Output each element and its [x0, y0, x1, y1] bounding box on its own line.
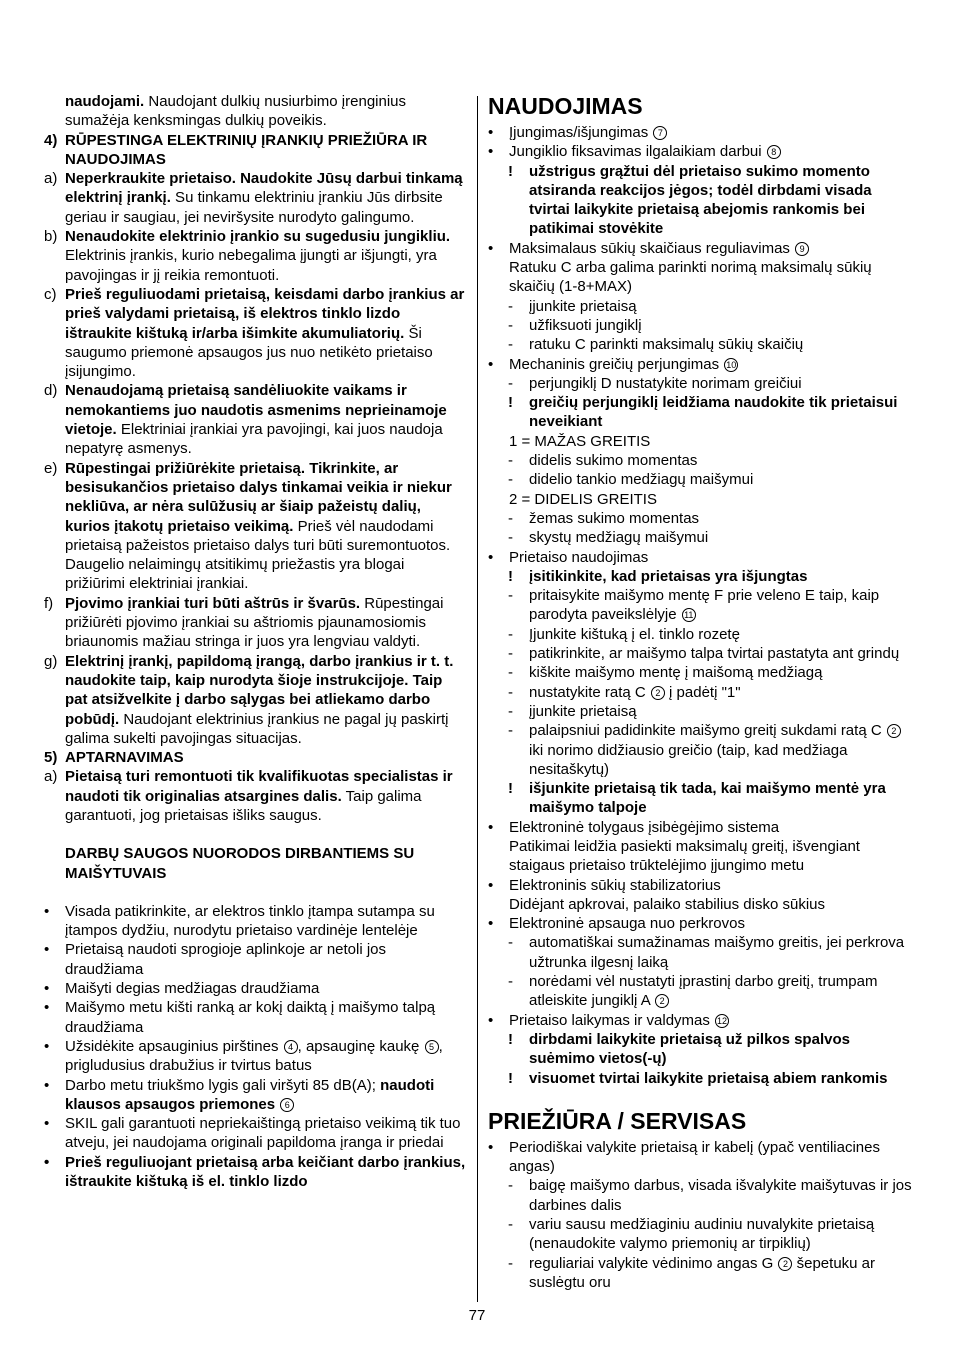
list-item: a) Neperkraukite prietaiso. Naudokite Jūsų darbui tinkamą elektrinį įrankį. Su tinkamu elektriniu įrankiu Jūs dirbsite geriau ir saugiau, jei neviršysite nurodyto galingumo. — [44, 170, 463, 226]
list-item: • Prietaisą naudoti sprogioje aplinkoje ar netoli jos draudžiama — [44, 941, 387, 978]
dash-item: - ratuku C parinkti maksimalų sūkių skaičių — [508, 336, 804, 354]
section-4-list — [44, 169, 468, 748]
ref-number-icon: 10 — [726, 359, 737, 370]
list-item: • Prietaiso naudojimas — [488, 548, 649, 566]
list-item: • Elektroninė tolygaus įsibėgėjimo sistema — [488, 818, 780, 836]
dash-item: - variu sausu medžiaginiu audiniu nuvalykite prietaisą (nenaudokite valymo priemonių ar tirpiklių) — [508, 1216, 875, 1253]
dash-item: - užfiksuoti jungiklį — [508, 316, 642, 334]
list-item: • SKIL gali garantuoti nepriekaištingą prietaiso veikimą tik tuo atveju, jei naudojama originali papildoma įranga ir priedai — [44, 1115, 461, 1152]
dash-item: - didelis sukimo momentas — [508, 452, 698, 470]
list-item: • Elektroninis sūkių stabilizatorius — [488, 876, 721, 894]
body-text: Didėjant apkrovai, palaiko stabilius disko sūkius — [509, 895, 825, 913]
body-text: Ratuku C arba galima parinkti norimą maksimalų sūkių skaičių (1-8+MAX) — [509, 259, 872, 296]
list-item: c) Prieš reguliuodami prietaisą, keisdami darbo įrankius ar prieš valydami prietaisą, iš elektros tinklo lizdo ištraukite kištuką ir/arba išimkite akumuliatorių. Ši saugumo priemonė apsaugos jus nuo netikėto prietaiso įsijungimo. — [44, 285, 465, 381]
dash-item: - patikrinkite, ar maišymo talpa tvirtai pastatyta ant grindų — [508, 645, 900, 663]
dash-item: - skystų medžiagų maišymui — [508, 529, 709, 547]
dash-item: - pritaisykite maišymo mentę F prie veleno E taip, kaip parodyta paveikslėlyje 11 — [508, 587, 880, 624]
list-item: d) Nenaudojamą prietaisą sandėliuokite vaikams ir nemokantiems juo naudotis asmenims neprieinamoje vietoje. Elektriniai įrankiai yra pavojingi, kai juos naudoja nepatyrę asmenys. — [44, 382, 447, 458]
list-item: • Jungiklio fiksavimas ilgalaikiam darbui 8 — [488, 142, 912, 161]
warning-item: ! išjunkite prietaisą tik tada, kai maišymo mentė yra maišymo talpoje — [508, 780, 886, 817]
list-item: • Periodiškai valykite prietaisą ir kabelį (ypač ventiliacines angas) — [488, 1138, 880, 1176]
ref-number-icon: 5 — [425, 1040, 439, 1054]
list-item: • Maksimalaus sūkių skaičiaus reguliavimas 9 — [488, 239, 912, 258]
dash-item: - didelio tankio medžiagų maišymui — [508, 471, 754, 489]
ref-number-icon: 2 — [778, 1257, 792, 1271]
list-item: • Prieš reguliuojant prietaisą arba keičiant darbo įrankius, ištraukite kištuką iš el. tinklo lizdo — [44, 1153, 466, 1191]
warning-item: ! greičių perjungiklį leidžiama naudokite tik prietaisui neveikiant — [508, 394, 898, 431]
dash-item: - palaipsniui padidinkite maišymo greitį sukdami ratą C 2 iki norimo didžiausio greičio (taip, kad medžiaga nesitaškytų) — [488, 721, 912, 779]
dash-item: - baigę maišymo darbus, visada išvalykite maišytuvas ir jos darbines dalis — [508, 1177, 912, 1214]
dash-item: - įjunkite prietaisą — [508, 702, 637, 720]
dash-item: - kiškite maišymo mentę į maišomą medžiagą — [508, 664, 823, 682]
speed-label: 1 = MAŽAS GREITIS — [509, 432, 651, 450]
dash-item: - Įjunkite kištuką į el. tinklo rozetę — [508, 625, 740, 643]
speed-label: 2 = DIDELIS GREITIS — [509, 490, 657, 508]
dash-item: - nustatykite ratą C 2 į padėtį "1" — [508, 683, 741, 701]
ref-number-icon: 2 — [655, 994, 669, 1008]
dash-item: - įjunkite prietaisą — [508, 297, 637, 315]
list-item: b) Nenaudokite elektrinio įrankio su sugedusiu jungikliu. Elektrinis įrankis, kurio nebegalima įjungti ar išjungti, yra pavojingas ir jį reikia remontuoti. — [44, 228, 451, 284]
section-title-use: NAUDOJIMAS — [488, 93, 643, 119]
list-item: f) Pjovimo įrankiai turi būti aštrūs ir švarūs. Rūpestingai prižiūrėti pjovimo įrankiai su aštriomis pjaunamosiomis briaunomis mažiau stringa ir juos yra lengviau valdyti. — [44, 594, 444, 651]
page-number: 77 — [468, 1307, 486, 1324]
ref-number-icon: 7 — [653, 126, 667, 140]
column-divider — [477, 96, 478, 1302]
left-column — [44, 92, 468, 1191]
ref-number-icon: 6 — [280, 1098, 294, 1112]
intro-paragraph: naudojami. Naudojant dulkių nusiurbimo įrenginius sumažėja kenksmingas dulkių poveikis. — [65, 93, 407, 130]
list-item: • Maišyti degias medžiagas draudžiama — [44, 980, 320, 998]
body-text: Patikimai leidžia pasiekti maksimalų greitį, išvengiant staigaus prietaiso trūktelėjimo įjungimo metu — [509, 837, 860, 875]
ref-number-icon: 4 — [284, 1040, 298, 1054]
list-item: • Visada patikrinkite, ar elektros tinklo įtampa sutampa su įtampos dydžiu, nurodytu prietaiso vardinėje lentelėje — [44, 902, 435, 940]
list-item: • Užsidėkite apsauginius pirštines 4 , apsauginę kaukę 5 , prigludusius drabužius ir tvirtus batus — [44, 1037, 443, 1075]
list-item: • Prietaiso laikymas ir valdymas 12 — [488, 1011, 728, 1029]
section-5-heading: 5) APTARNAVIMAS — [44, 749, 184, 767]
warning-item: ! visuomet tvirtai laikykite prietaisą abiem rankomis — [508, 1069, 888, 1087]
right-column — [488, 92, 912, 1292]
list-item: • Įjungimas/išjungimas 7 — [488, 123, 912, 142]
warning-item: ! užstrigus grąžtui dėl prietaiso sukimo momento atsiranda reakcijos jėgos; todėl dirbdami visada tvirtai laikykite prietaisą abejomis rankomis bei patikimai stovėkite — [508, 162, 872, 238]
dash-item: - norėdami vėl nustatyti įprastinį darbo greitį, trumpam atleiskite jungiklį A 2 — [508, 973, 878, 1010]
warning-item: ! dirbdami laikykite prietaisą už pilkos spalvos suėmimo vietos(-ų) — [508, 1030, 850, 1068]
list-item: • Elektroninė apsauga nuo perkrovos — [488, 915, 745, 933]
section-title-service: PRIEŽIŪRA / SERVISAS — [488, 1107, 747, 1134]
dash-item: - reguliariai valykite vėdinimo angas G 2 šepetuku ar suslėgtu oru — [508, 1254, 876, 1291]
list-item: a) Pietaisą turi remontuoti tik kvalifikuotas specialistas ir naudoti tik originalias atsargines dalis. Taip galima garantuoti, jog prietaisas išliks saugus. — [44, 768, 453, 824]
list-item: e) Rūpestingai prižiūrėkite prietaisą. Tikrinkite, ar besisukančios prietaiso dalys tinkamai veikia ir niekur nekliūva, ar nėra sulūžusių ar šiaip pažeistų dalių, kurios įtakotų prietaiso veikimą. Prieš vėl naudodami prietaisą pažeistos prietaiso dalys turi būti suremontuotos. Daugelio nelaimingų atsitikimų priežastis yra blogai prižiūrimi elektriniai įrankiai. — [44, 459, 452, 593]
safety-heading: DARBŲ SAUGOS NUORODOS DIRBANTIEMS SU MAIŠYTUVAIS — [65, 845, 415, 882]
ref-number-icon: 2 — [651, 686, 665, 700]
section-4-heading: 4) RŪPESTINGA ELEKTRINIŲ ĮRANKIŲ PRIEŽIŪRA IR NAUDOJIMAS — [44, 131, 428, 168]
list-item: g) Elektrinį įrankį, papildomą įrangą, darbo įrankius ir t. t. naudokite taip, kaip nurodyta šioje instrukcijoje. Taip pat atsižvelkite į darbo sąlygas bei atliekamo darbo pobūdį. Naudojant elektrinius įrankius ne pagal jų paskirtį galima sukelti pavojingas situacijas. — [44, 652, 454, 747]
ref-number-icon: 12 — [717, 1015, 728, 1026]
ref-number-icon: 2 — [887, 724, 901, 738]
list-item: • Mechaninis greičių perjungimas 10 — [488, 355, 737, 373]
list-item: • Maišymo metu kišti ranką ar kokį daiktą į maišymo talpą draudžiama — [44, 999, 436, 1036]
ref-number-icon: 9 — [795, 242, 809, 256]
warning-item: ! įsitikinkite, kad prietaisas yra išjungtas — [508, 567, 808, 585]
ref-number-icon: 8 — [767, 145, 781, 159]
dash-item: - automatiškai sumažinamas maišymo greitis, jei perkrova užtrunka ilgesnį laiką — [508, 934, 905, 971]
dash-item: - perjungiklį D nustatykite norimam greičiui — [508, 374, 802, 392]
list-item: • Darbo metu triukšmo lygis gali viršyti 85 dB(A); naudoti klausos apsaugos priemones 6 — [44, 1076, 435, 1113]
dash-item: - žemas sukimo momentas — [508, 509, 700, 527]
ref-number-icon: 11 — [682, 608, 696, 622]
section-5-list — [44, 767, 468, 825]
